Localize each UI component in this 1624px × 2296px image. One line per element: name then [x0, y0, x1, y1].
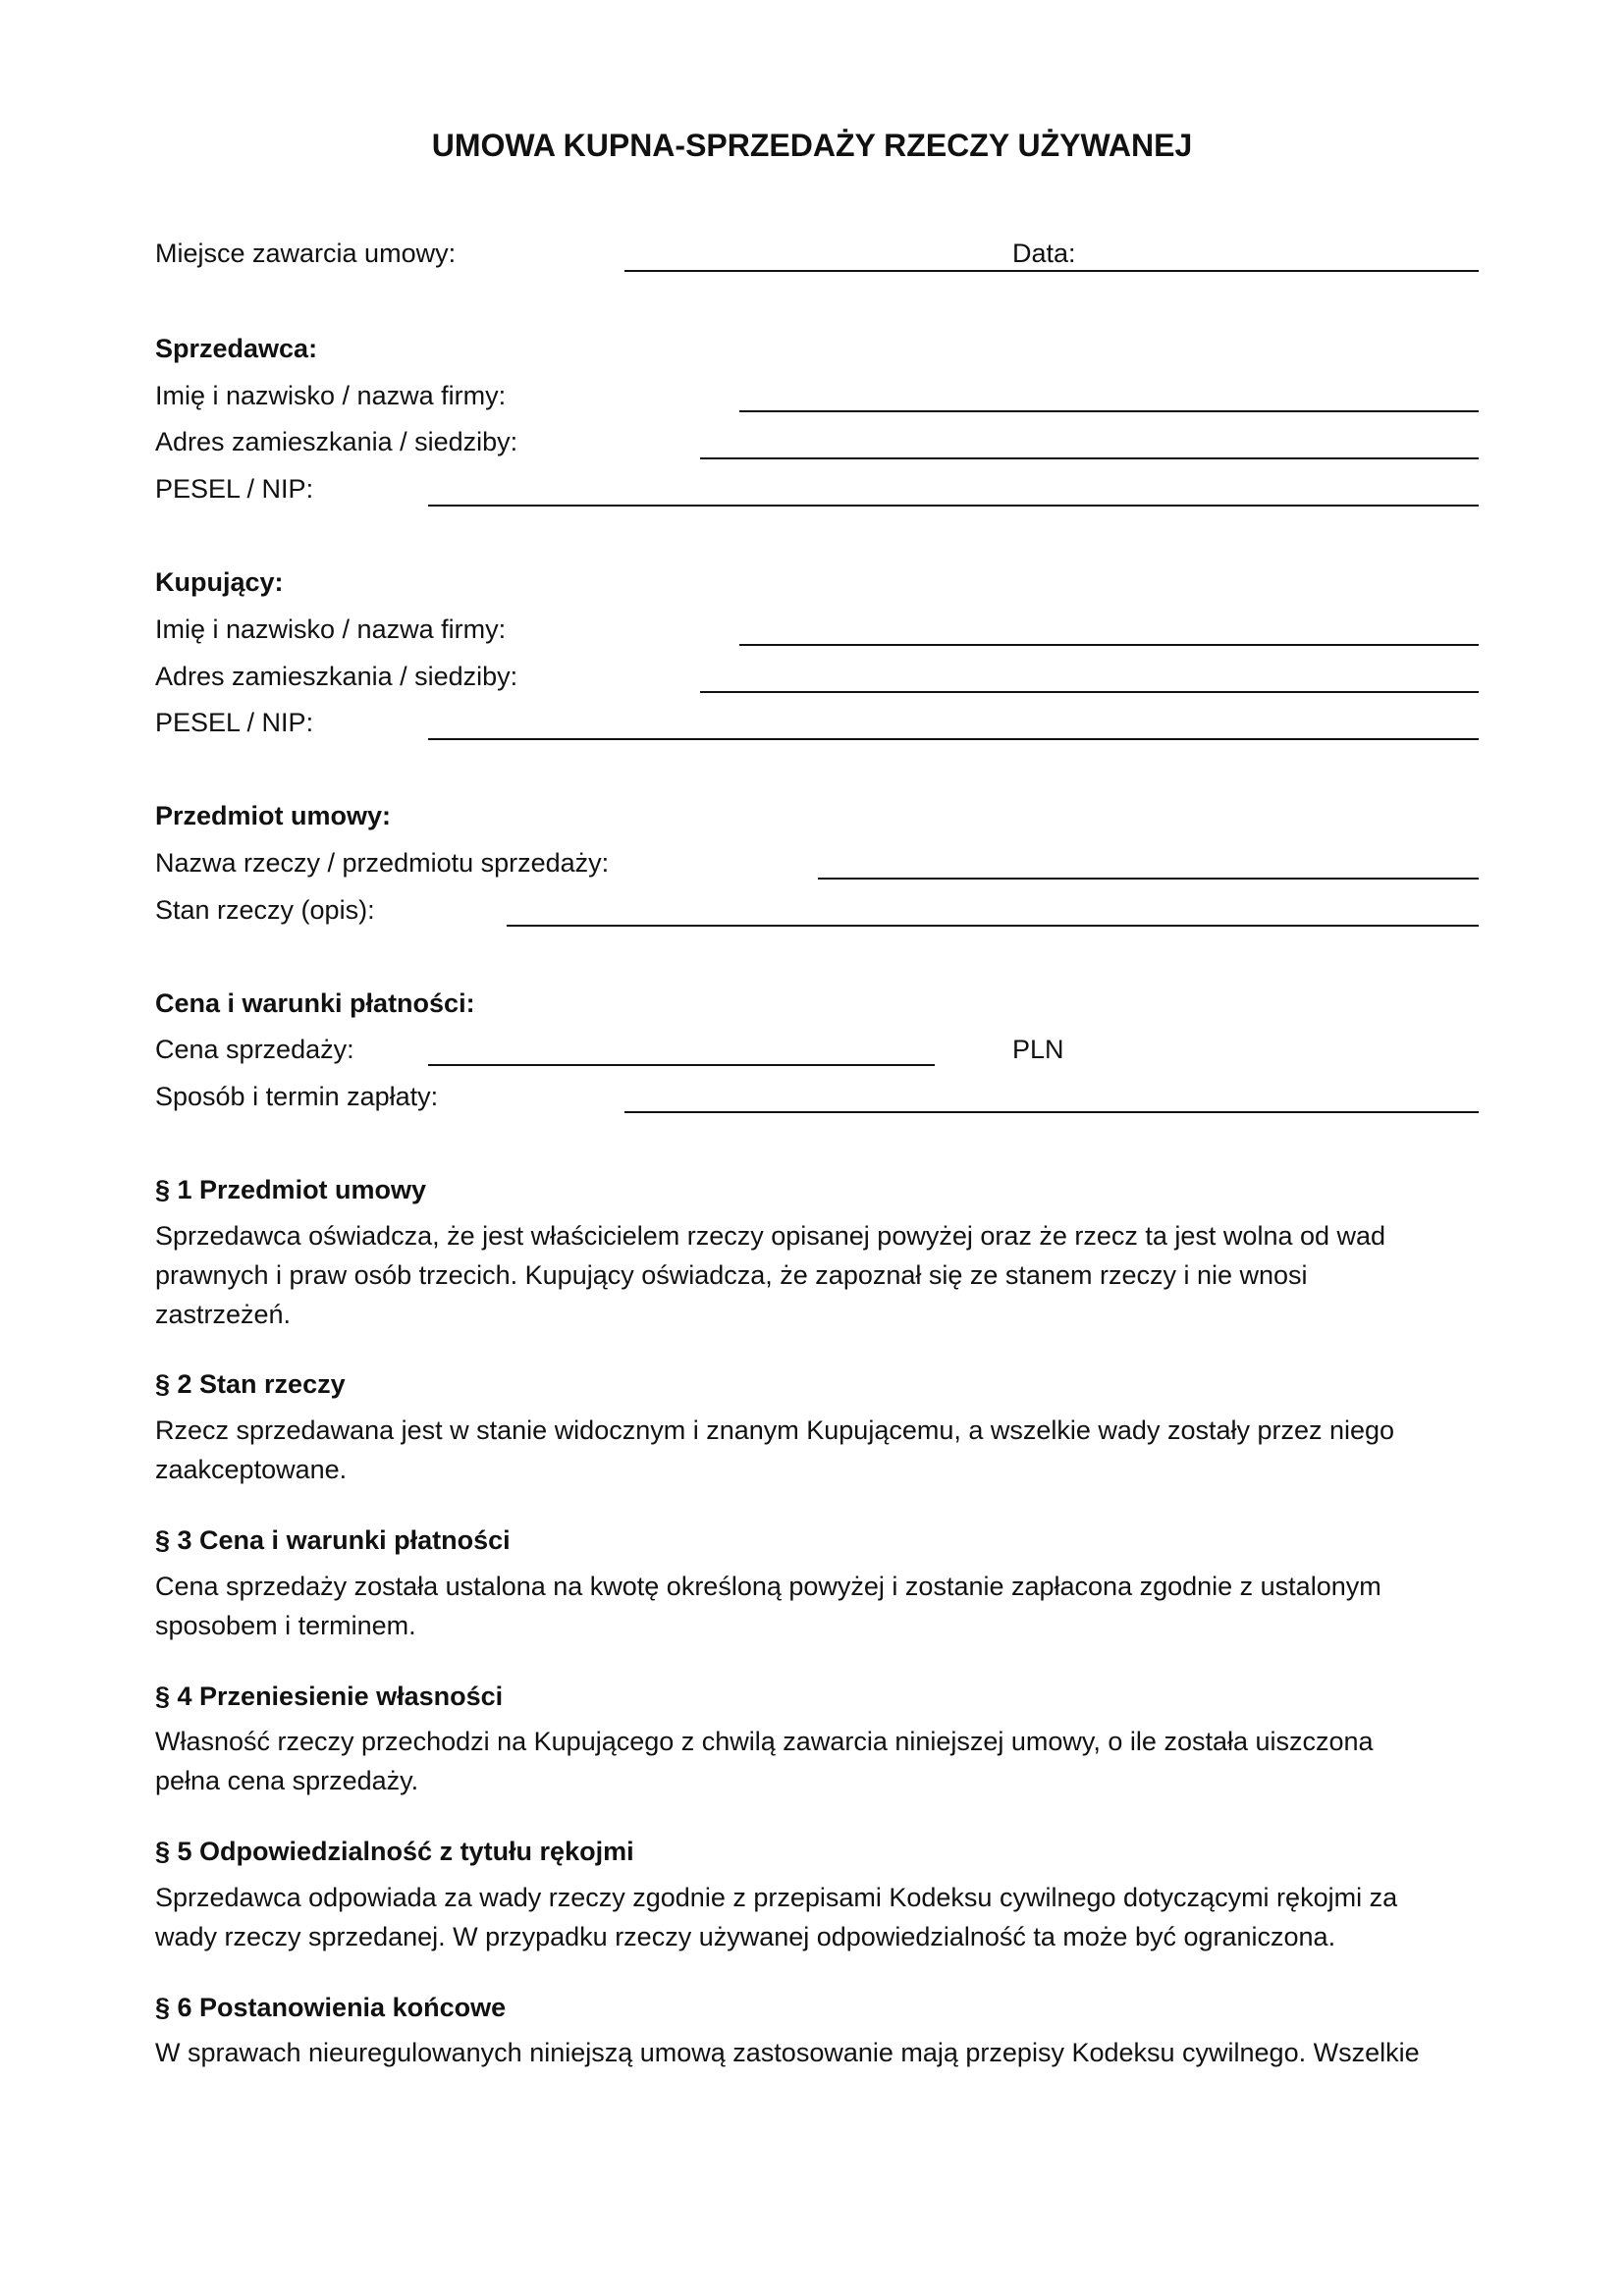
- section-6-body: [155, 2033, 1490, 2072]
- buyer-name-label: Imię i nazwisko / nazwa firmy:: [155, 614, 507, 644]
- section-4-body: [155, 1722, 1490, 1800]
- buyer-heading: Kupujący:: [155, 567, 284, 597]
- buyer-id-label: PESEL / NIP:: [155, 708, 314, 737]
- item-condition-field[interactable]: [507, 925, 1479, 927]
- section-3-heading: § 3 Cena i warunki płatności: [155, 1525, 511, 1555]
- item-name-label: Nazwa rzeczy / przedmiotu sprzedaży:: [155, 848, 610, 878]
- price-label: Cena sprzedaży:: [155, 1035, 354, 1064]
- seller-address-field[interactable]: [700, 457, 1479, 459]
- section-3-body: [155, 1567, 1490, 1645]
- section-4-line: pełna cena sprzedaży.: [155, 1766, 419, 1795]
- section-5-body: [155, 1878, 1490, 1956]
- section-1-body: [155, 1216, 1490, 1334]
- document-title: UMOWA KUPNA-SPRZEDAŻY RZECZY UŻYWANEJ: [431, 128, 1193, 163]
- date-label: Data:: [1012, 239, 1076, 268]
- section-6-heading: § 6 Postanowienia końcowe: [155, 1993, 507, 2022]
- section-1-line: zastrzeżeń.: [155, 1300, 292, 1329]
- item-condition-label: Stan rzeczy (opis):: [155, 895, 375, 925]
- section-3-line: Cena sprzedaży została ustalona na kwotę określoną powyżej i zostanie zapłacona zgodnie z ustalonym: [155, 1572, 1381, 1601]
- section-2-body: [155, 1411, 1490, 1489]
- section-2-line: Rzecz sprzedawana jest w stanie widocznym i znanym Kupującemu, a wszelkie wady zostały przez niego: [155, 1415, 1395, 1445]
- seller-name-field[interactable]: [739, 410, 1479, 412]
- section-1-line: Sprzedawca oświadcza, że jest właścicielem rzeczy opisanej powyżej oraz że rzecz ta jest wolna od wad: [155, 1221, 1386, 1251]
- payment-heading: Cena i warunki płatności:: [155, 988, 475, 1018]
- section-5-line: wady rzeczy sprzedanej. W przypadku rzeczy używanej odpowiedzialność ta może być ograniczona.: [155, 1922, 1336, 1951]
- section-1-heading: § 1 Przedmiot umowy: [155, 1175, 427, 1204]
- seller-heading: Sprzedawca:: [155, 334, 318, 363]
- section-5-heading: § 5 Odpowiedzialność z tytułu rękojmi: [155, 1837, 634, 1866]
- section-5-line: Sprzedawca odpowiada za wady rzeczy zgodnie z przepisami Kodeksu cywilnego dotyczącymi rękojmi za: [155, 1883, 1398, 1912]
- seller-name-label: Imię i nazwisko / nazwa firmy:: [155, 381, 507, 410]
- buyer-name-field[interactable]: [739, 644, 1479, 646]
- section-6-line: W sprawach nieuregulowanych niniejszą umową zastosowanie mają przepisy Kodeksu cywilnego. Wszelkie: [155, 2038, 1420, 2067]
- item-name-field[interactable]: [818, 878, 1479, 880]
- payment-method-label: Sposób i termin zapłaty:: [155, 1082, 439, 1111]
- section-3-line: sposobem i terminem.: [155, 1611, 416, 1640]
- buyer-address-label: Adres zamieszkania / siedziby:: [155, 662, 518, 691]
- currency-label: PLN: [1012, 1035, 1064, 1064]
- buyer-address-field[interactable]: [700, 691, 1479, 693]
- seller-id-field[interactable]: [428, 505, 1479, 507]
- section-1-line: prawnych i praw osób trzecich. Kupujący oświadcza, że zapoznał się ze stanem rzeczy i nie wnosi: [155, 1260, 1308, 1290]
- place-label: Miejsce zawarcia umowy:: [155, 239, 457, 268]
- seller-id-label: PESEL / NIP:: [155, 474, 314, 504]
- buyer-id-field[interactable]: [428, 738, 1479, 740]
- subject-heading: Przedmiot umowy:: [155, 801, 392, 830]
- payment-method-field[interactable]: [624, 1111, 1479, 1113]
- place-date-field-line[interactable]: [624, 270, 1479, 272]
- section-4-line: Własność rzeczy przechodzi na Kupującego z chwilą zawarcia niniejszej umowy, o ile została uiszczona: [155, 1727, 1374, 1756]
- section-4-heading: § 4 Przeniesienie własności: [155, 1682, 504, 1711]
- section-2-heading: § 2 Stan rzeczy: [155, 1369, 346, 1399]
- section-2-line: zaakceptowane.: [155, 1455, 348, 1484]
- price-field[interactable]: [428, 1064, 935, 1066]
- seller-address-label: Adres zamieszkania / siedziby:: [155, 427, 518, 456]
